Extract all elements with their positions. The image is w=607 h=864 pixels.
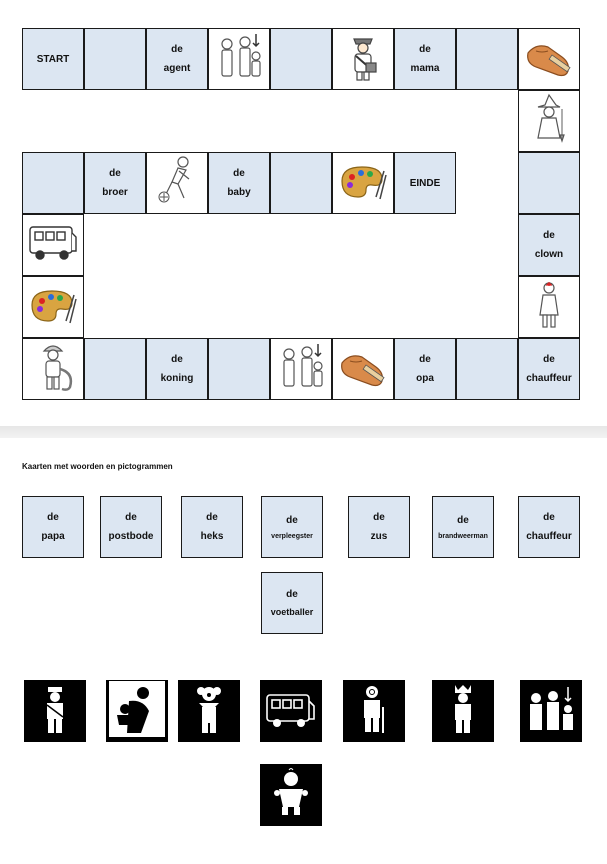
- grandfather-icon: [346, 681, 402, 742]
- paint-palette-icon: [26, 277, 80, 338]
- board-cell-picture: [22, 338, 84, 400]
- board-cell-picture: [518, 28, 580, 90]
- baby-icon: [263, 765, 319, 826]
- card-article: de: [206, 512, 218, 523]
- bus-driver-icon: [263, 681, 319, 742]
- cell-word: START: [36, 53, 70, 65]
- cell-word: EINDE: [409, 177, 441, 189]
- card-word: papa: [41, 531, 65, 542]
- page-separator: [0, 426, 607, 438]
- bus-icon: [26, 215, 80, 276]
- board-cell-empty: [84, 338, 146, 400]
- cell-word: clown: [534, 249, 564, 260]
- board-cell-text: [22, 28, 84, 90]
- board-cell-empty: [270, 152, 332, 214]
- pictogram-card[interactable]: [24, 680, 86, 742]
- family-icon: [523, 681, 579, 742]
- board-page: [0, 0, 607, 426]
- board-cell-picture: [332, 338, 394, 400]
- board-cell-text: [146, 338, 208, 400]
- card-word: zus: [370, 531, 388, 542]
- pictogram-card[interactable]: [432, 680, 494, 742]
- word-card[interactable]: [348, 496, 410, 558]
- cards-page: [0, 438, 607, 864]
- clown-icon: [181, 681, 237, 742]
- word-card[interactable]: [432, 496, 494, 558]
- postman-icon: [336, 29, 390, 90]
- word-card[interactable]: [261, 572, 323, 634]
- pictogram-card[interactable]: [178, 680, 240, 742]
- board-cell-picture: [518, 276, 580, 338]
- board-cell-empty: [270, 28, 332, 90]
- card-article: de: [125, 512, 137, 523]
- cell-word: opa: [416, 373, 434, 384]
- board-cell-empty: [84, 28, 146, 90]
- cell-article: de: [419, 354, 431, 365]
- board-cell-empty: [208, 338, 270, 400]
- card-article: de: [286, 514, 298, 526]
- card-word: verpleegster: [271, 532, 313, 540]
- section-title: Kaarten met woorden en pictogrammen: [22, 462, 173, 471]
- board-cell-text: [518, 338, 580, 400]
- board-cell-picture: [22, 214, 84, 276]
- board-cell-picture: [146, 152, 208, 214]
- card-article: de: [286, 588, 298, 600]
- pictogram-card[interactable]: [106, 680, 168, 742]
- paint-palette-icon: [336, 153, 390, 214]
- firefighter-icon: [26, 339, 80, 400]
- board-cell-text: [394, 152, 456, 214]
- cell-word: chauffeur: [526, 373, 572, 384]
- card-article: de: [373, 512, 385, 523]
- king-icon: [435, 681, 491, 742]
- family-icon: [274, 339, 328, 400]
- word-card[interactable]: [22, 496, 84, 558]
- word-card[interactable]: [181, 496, 243, 558]
- cell-word: mama: [410, 63, 440, 74]
- card-word: heks: [200, 531, 224, 542]
- cell-article: de: [419, 44, 431, 55]
- witch-icon: [522, 91, 576, 152]
- board-cell-empty: [518, 152, 580, 214]
- card-article: de: [457, 514, 469, 526]
- board-cell-picture: [22, 276, 84, 338]
- board-cell-text: [208, 152, 270, 214]
- word-card[interactable]: [261, 496, 323, 558]
- board-cell-picture: [270, 338, 332, 400]
- cell-article: de: [109, 168, 121, 179]
- pictogram-card[interactable]: [520, 680, 582, 742]
- board-cell-empty: [22, 152, 84, 214]
- card-word: postbode: [108, 531, 154, 542]
- card-word: brandweerman: [438, 532, 488, 540]
- pictogram-card[interactable]: [260, 764, 322, 826]
- board-cell-text: [394, 338, 456, 400]
- board-cell-picture: [332, 152, 394, 214]
- board-cell-text: [394, 28, 456, 90]
- cell-word: koning: [160, 373, 194, 384]
- card-article: de: [47, 512, 59, 523]
- cell-word: baby: [227, 187, 251, 198]
- cell-word: broer: [102, 187, 128, 198]
- card-word: chauffeur: [526, 531, 572, 542]
- card-word: voetballer: [270, 606, 314, 617]
- cell-article: de: [543, 354, 555, 365]
- board-cell-picture: [518, 90, 580, 152]
- football-player-icon: [150, 153, 204, 214]
- nurse-icon: [522, 277, 576, 338]
- hand-pencil-icon: [522, 29, 576, 90]
- pictogram-card[interactable]: [343, 680, 405, 742]
- board-cell-text: [146, 28, 208, 90]
- word-card[interactable]: [518, 496, 580, 558]
- board-cell-text: [518, 214, 580, 276]
- pictogram-card[interactable]: [260, 680, 322, 742]
- family-icon: [212, 29, 266, 90]
- cell-article: de: [233, 168, 245, 179]
- cell-word: agent: [163, 63, 191, 74]
- cell-article: de: [171, 354, 183, 365]
- police-officer-icon: [27, 681, 83, 742]
- cell-article: de: [543, 230, 555, 241]
- board-cell-empty: [456, 338, 518, 400]
- board-cell-empty: [456, 28, 518, 90]
- board-cell-picture: [208, 28, 270, 90]
- parent-child-icon: [109, 681, 165, 742]
- board-cell-text: [84, 152, 146, 214]
- board-cell-picture: [332, 28, 394, 90]
- cell-article: de: [171, 44, 183, 55]
- word-card[interactable]: [100, 496, 162, 558]
- card-article: de: [543, 512, 555, 523]
- hand-pencil-icon: [336, 339, 390, 400]
